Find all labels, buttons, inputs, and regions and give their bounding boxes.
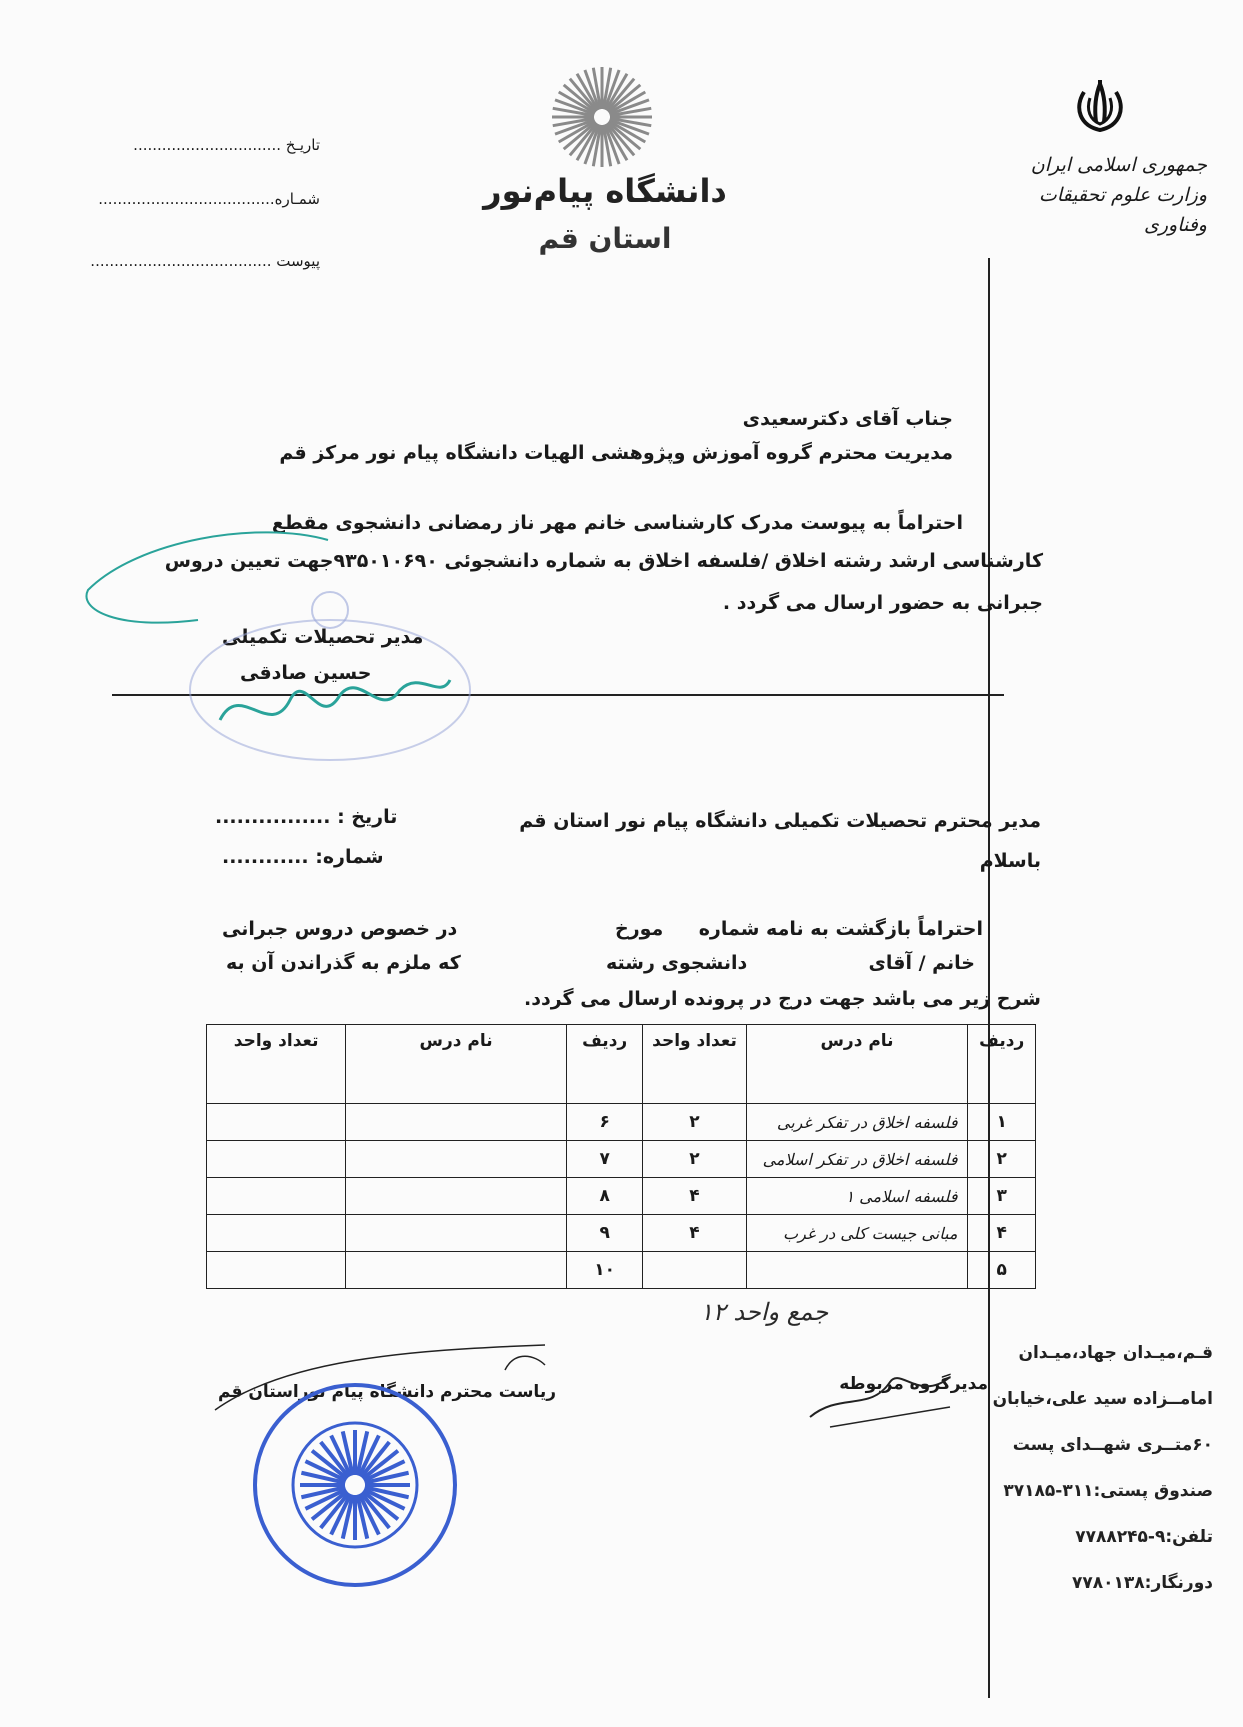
address-line-2: امامــزاده سید علی،خیابان: [992, 1389, 1213, 1409]
letter2-addressee: مدیر محترم تحصیلات تکمیلی دانشگاه پیام نور استان قم: [519, 810, 1041, 832]
address-line-4: صندوق پستی:۳۱۱-۳۷۱۸۵: [1003, 1481, 1213, 1501]
row-units2: [207, 1104, 346, 1141]
letter2-para2-c: که ملزم به گذراندن آن به: [226, 952, 461, 974]
address-phone: تلفن:۹-۷۷۸۸۲۴۵: [1075, 1527, 1213, 1547]
col-course2-header: نام درس: [346, 1025, 567, 1104]
total-units-note: جمع واحد ۱۲: [700, 1298, 829, 1326]
letter2-para1-c: در خصوص دروس جبرانی: [222, 918, 458, 940]
row-index: ۲: [968, 1141, 1036, 1178]
row-course: فلسفه اخلاق در تفکر غربی: [746, 1104, 968, 1141]
col-course-header: نام درس: [746, 1025, 968, 1104]
table-row: [207, 1141, 1036, 1178]
letter2-date-field: تاریخ : ................: [215, 806, 398, 828]
address-line-1: قـم،میـدان جهاد،میـدان: [1018, 1343, 1213, 1363]
row-course: مبانی جیست کلی در غرب: [746, 1215, 968, 1252]
compensatory-courses-table: [206, 1024, 1036, 1289]
address-fax: دورنگار:۷۷۸۰۱۳۸: [1072, 1573, 1213, 1593]
letter-date-field: تاریـخ ...............................: [133, 136, 320, 154]
signature-flourish-icon: [78, 520, 338, 650]
group-manager-label: مدیرگروه مربوطه: [839, 1374, 988, 1394]
letter1-signer-name: حسین صادقی: [240, 662, 372, 684]
row-index2: ۱۰: [566, 1252, 643, 1289]
province-name: استان قم: [538, 222, 672, 255]
table-row: [207, 1215, 1036, 1252]
row-course2: [346, 1252, 567, 1289]
letter2-para2-a: خانم / آقای: [868, 952, 975, 974]
row-units: ۲: [643, 1104, 746, 1141]
letter2-greeting: باسلام: [979, 850, 1041, 872]
university-name: دانشگاه پیام‌نور: [483, 172, 727, 210]
row-course: فلسفه اسلامی ۱: [746, 1178, 968, 1215]
letter1-body-line3: جبرانی به حضور ارسال می گردد .: [722, 592, 1043, 614]
table-header-row: [207, 1025, 1036, 1104]
col-units2-header: تعداد واحد: [207, 1025, 346, 1104]
row-units2: [207, 1178, 346, 1215]
row-index2: ۸: [566, 1178, 643, 1215]
address-line-3: ۶۰متــری شهــدای پست: [1012, 1435, 1213, 1455]
letter2-para1-b: مورخ: [615, 918, 664, 940]
university-logo-icon: [547, 62, 657, 172]
table-row: [207, 1104, 1036, 1141]
row-units2: [207, 1252, 346, 1289]
university-president-label: ریاست محترم دانشگاه پیام نوراستان قم: [218, 1382, 556, 1402]
ministry-name: وزارت علوم تحقیقات وفناوری: [1038, 184, 1207, 236]
row-units: ۴: [643, 1215, 746, 1252]
row-index2: ۶: [566, 1104, 643, 1141]
letter2-para2-b: دانشجوی رشته: [606, 952, 748, 974]
ministry-header: [1007, 150, 1207, 240]
row-course: فلسفه اخلاق در تفکر اسلامی: [746, 1141, 968, 1178]
row-units2: [207, 1215, 346, 1252]
letter-number-field: شمـاره.....................................: [98, 190, 320, 208]
row-index2: ۹: [566, 1215, 643, 1252]
table-row: [207, 1178, 1036, 1215]
letter2-para3: شرح زیر می باشد جهت درج در پرونده ارسال می گردد.: [524, 988, 1041, 1010]
row-course2: [346, 1178, 567, 1215]
row-course2: [346, 1104, 567, 1141]
country-name: جمهوری اسلامی ایران: [1030, 154, 1207, 176]
row-course2: [346, 1141, 567, 1178]
col-units-header: تعداد واحد: [643, 1025, 746, 1104]
row-index2: ۷: [566, 1141, 643, 1178]
row-units2: [207, 1141, 346, 1178]
letter1-body-line2: کارشناسی ارشد رشته اخلاق /فلسفه اخلاق به شماره دانشجوئی ۹۳۵۰۱۰۶۹۰جهت تعیین دروس: [164, 550, 1043, 572]
row-course: [746, 1252, 968, 1289]
letter2-para1-a: احتراماً بازگشت به نامه شماره: [698, 918, 983, 940]
row-units: ۲: [643, 1141, 746, 1178]
row-index: ۱: [968, 1104, 1036, 1141]
letter2-number-field: شماره: ............: [222, 846, 384, 868]
address-block: [953, 1330, 1213, 1606]
group-manager-signature-icon: [800, 1362, 960, 1432]
row-units: ۴: [643, 1178, 746, 1215]
iran-emblem-icon: [1070, 78, 1130, 138]
letter1-addressee: مدیریت محترم گروه آموزش وپژوهشی الهیات دانشگاه پیام نور مرکز قم: [279, 442, 953, 464]
table-row: [207, 1252, 1036, 1289]
university-seal-icon: [250, 1380, 460, 1590]
row-index: ۳: [968, 1178, 1036, 1215]
row-index: ۴: [968, 1215, 1036, 1252]
row-units: [643, 1252, 746, 1289]
signature-teal-icon: [210, 660, 460, 750]
letter1-signer-title: مدیر تحصیلات تکمیلی: [222, 626, 424, 648]
row-course2: [346, 1215, 567, 1252]
col-index-header: ردیف: [968, 1025, 1036, 1104]
letter1-salutation: جناب آقای دکترسعیدی: [742, 408, 953, 430]
letter1-body-line1: احتراماً به پیوست مدرک کارشناسی خانم مهر ناز رمضانی دانشجوی مقطع: [271, 512, 963, 534]
letter-attachment-field: پیوست ......................................: [90, 252, 320, 270]
col-index2-header: ردیف: [566, 1025, 643, 1104]
row-index: ۵: [968, 1252, 1036, 1289]
